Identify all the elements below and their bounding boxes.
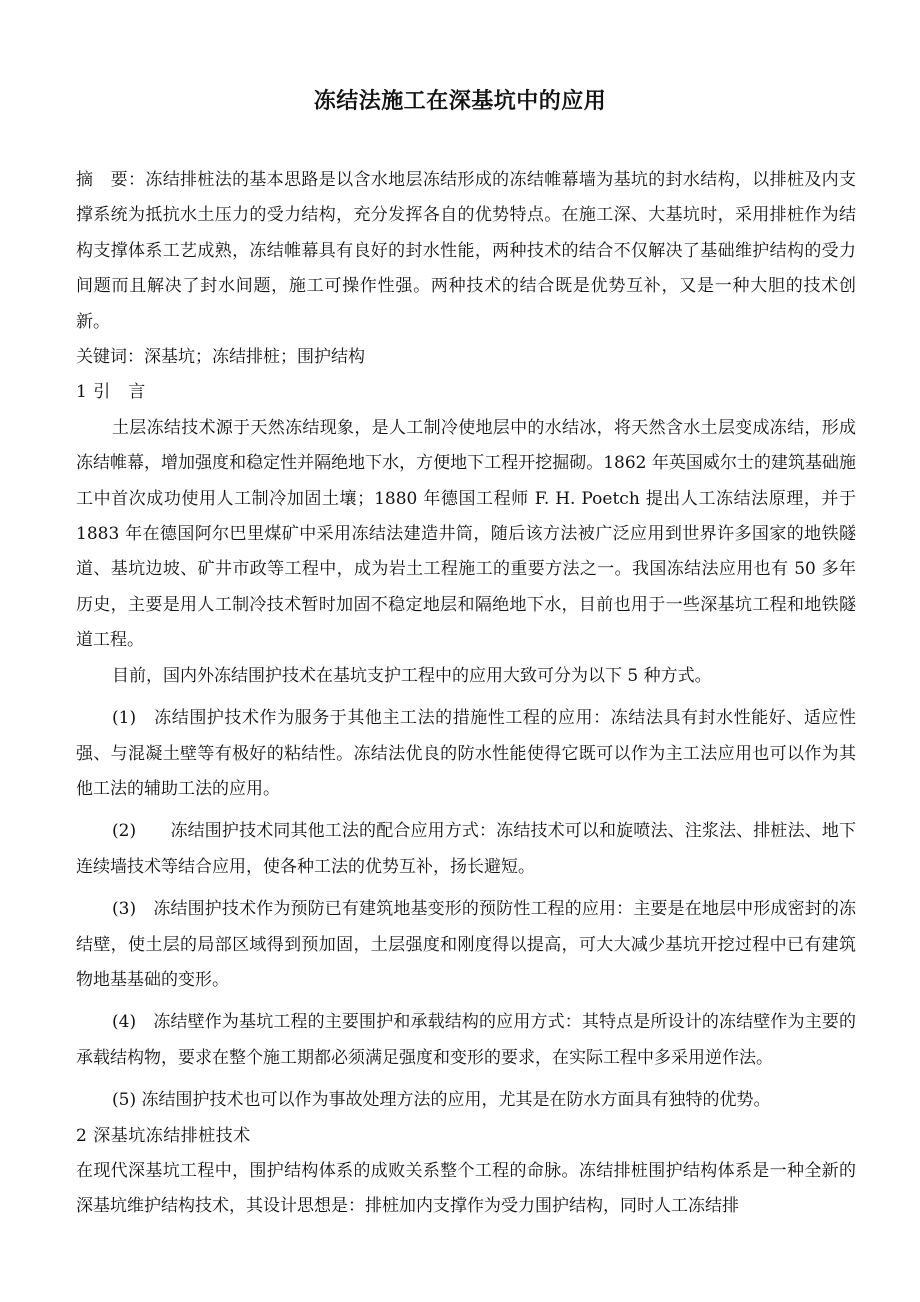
section-1-heading: 1 引 言	[76, 382, 146, 403]
section-1-paragraph-1: 土层冻结技术源于天然冻结现象，是人工制冷使地层中的水结冰，将天然含水土层变成冻结，形成冻结帷幕，增加强度和稳定性并隔绝地下水，方便地下工程开挖掘砌。1862 年英国威尔士的建筑基础施工中首次成功使用人工制冷加固土壤；1880 年德国工程师 F. H. Poetch 提出人工冻结法原理，并于 1883 年在德国阿尔巴里煤矿中采用冻结法建造井筒，随后该方法被广泛应用到世界许多国家的地铁隧道、基坑边坡、矿井市政等工程中，成为岩土工程施工的重要方法之一。我国冻结法应用也有 50 多年历史，主要是用人工制冷技术暂时加固不稳定地层和隔绝地下水，目前也用于一些深基坑工程和地铁隧道工程。	[76, 417, 856, 651]
section-2-heading: 2 深基坑冻结排桩技术	[76, 1125, 251, 1146]
list-item-3: (3) 冻结围护技术作为预防已有建筑地基变形的预防性工程的应用：主要是在地层中形成密封的冻结壁，使土层的局部区域得到预加固，土层强度和刚度得以提高，可大大减少基坑开挖过程中已有建筑物地基基础的变形。	[76, 899, 856, 990]
list-item-2: (2) 冻结围护技术同其他工法的配合应用方式：冻结技术可以和旋喷法、注浆法、排桩法、地下连续墙技术等结合应用，使各种工法的优势互补，扬长避短。	[76, 821, 856, 877]
list-item-4: (4) 冻结壁作为基坑工程的主要围护和承载结构的应用方式：其特点是所设计的冻结壁作为主要的承载结构物，要求在整个施工期都必须满足强度和变形的要求，在实际工程中多采用逆作法。	[76, 1012, 856, 1068]
abstract-paragraph: 摘 要：冻结排桩法的基本思路是以含水地层冻结形成的冻结帷幕墙为基坑的封水结构，以排桩及内支撑系统为抵抗水土压力的受力结构，充分发挥各自的优势特点。在施工深、大基坑时，采用排桩作为结构支撑体系工艺成熟，冻结帷幕具有良好的封水性能，两种技术的结合不仅解决了基础维护结构的受力间题而且解决了封水间题，施工可操作性强。两种技术的结合既是优势互补，又是一种大胆的技术创新。	[76, 170, 856, 332]
document-body	[76, 163, 856, 1225]
document-title: 冻结法施工在深基坑中的应用	[313, 89, 607, 114]
section-2-paragraph-1: 在现代深基坑工程中，围护结构体系的成败关系整个工程的命脉。冻结排桩围护结构体系是一种全新的深基坑维护结构技术，其设计思想是：排桩加内支撑作为受力围护结构，同时人工冻结排	[76, 1160, 856, 1217]
list-item-5: (5) 冻结围护技术也可以作为事故处理方法的应用，尤其是在防水方面具有独特的优势。	[112, 1090, 771, 1111]
section-1-paragraph-2: 目前，国内外冻结围护技术在基坑支护工程中的应用大致可分为以下 5 种方式。	[112, 665, 712, 686]
keywords-line: 关键词：深基坑；冻结排桩；围护结构	[76, 347, 365, 368]
list-item-1: (1) 冻结围护技术作为服务于其他主工法的措施性工程的应用：冻结法具有封水性能好、适应性强、与混凝土壁等有极好的粘结性。冻结法优良的防水性能使得它既可以作为主工法应用也可以作为其他工法的辅助工法的应用。	[76, 708, 856, 799]
